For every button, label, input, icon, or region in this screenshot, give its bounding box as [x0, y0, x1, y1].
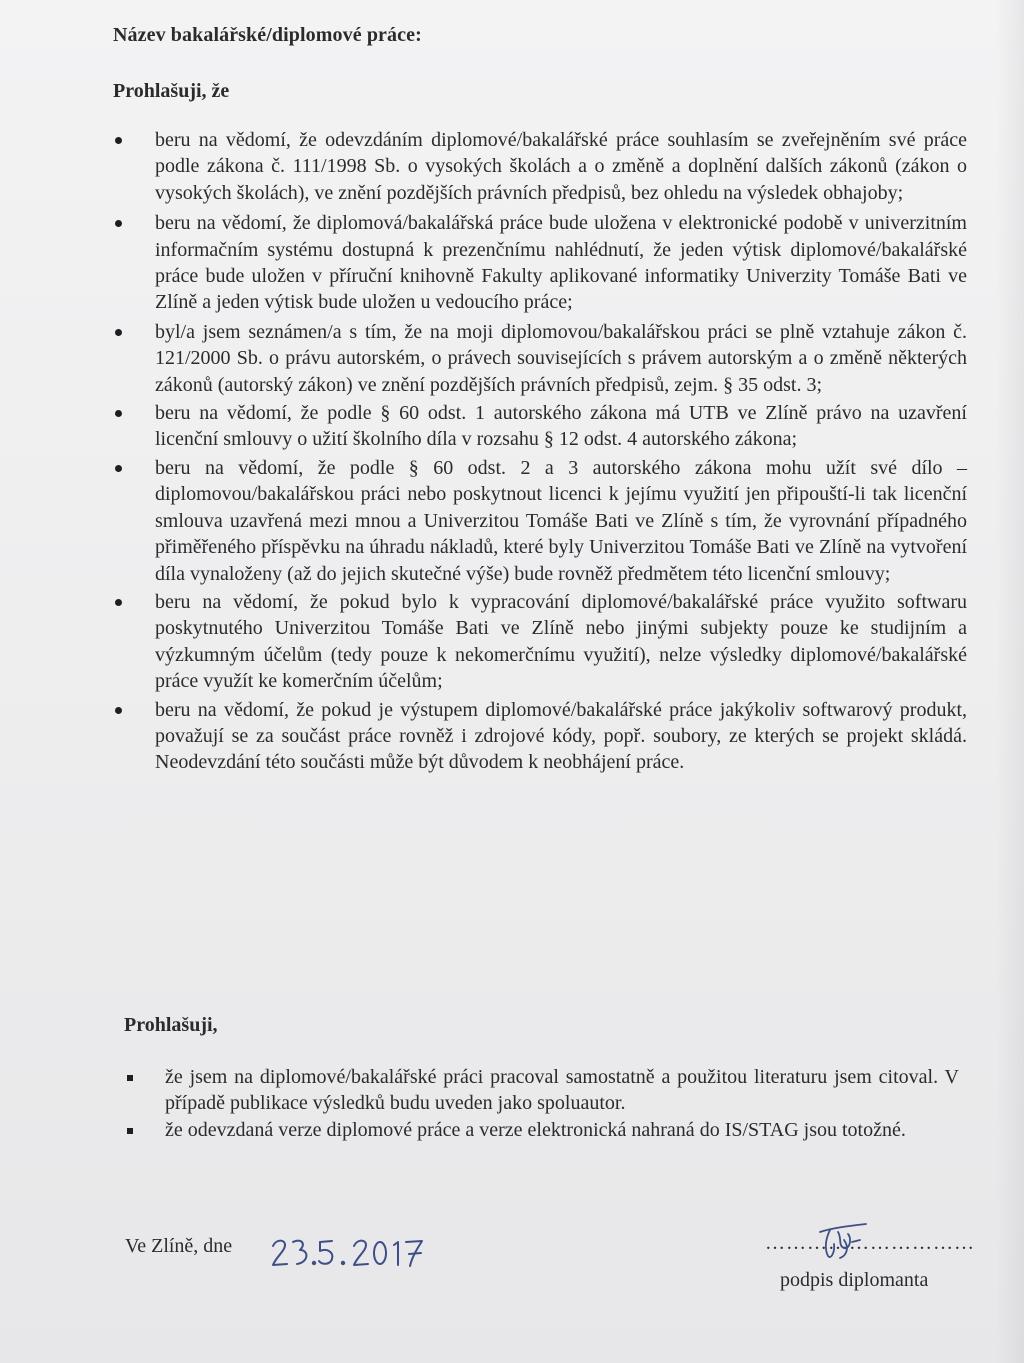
- list-item-text: že jsem na diplomové/bakalářské práci pracoval samostatně a použitou literaturu jsem citoval. V případě publikace výsledků budu uveden jako spoluautor.: [165, 1066, 959, 1115]
- list-item: [155, 455, 967, 587]
- square-bullet-icon: [127, 1128, 133, 1134]
- declaration-heading-2: Prohlašuji,: [124, 1014, 218, 1036]
- declaration-heading: Prohlašuji, že: [113, 80, 230, 102]
- list-item-text: beru na vědomí, že pokud je výstupem diplomové/bakalářské práce jakýkoliv softwarový produkt, považují se za součást práce rovněž i zdrojové kódy, popř. soubory, ze kterých se projekt skládá. Neodevzdání této součásti může být důvodem k neobhájení práce.: [155, 698, 967, 774]
- list-item: [165, 1064, 959, 1117]
- list-item-text: beru na vědomí, že podle § 60 odst. 1 autorského zákona má UTB ve Zlíně právo na uzavření licenční smlouvy o užití školního díla v rozsahu § 12 odst. 4 autorského zákona;: [155, 402, 967, 451]
- round-bullet-icon: [115, 465, 122, 472]
- list-item-text: byl/a jsem seznámen/a s tím, že na moji diplomovou/bakalářskou práci se plně vztahuje zákon č. 121/2000 Sb. o právu autorském, o právech souvisejících s právem autorským a o změně některých zákonů (autorský zákon) ve znění pozdějších právních předpisů, zejm. § 35 odst. 3;: [155, 320, 967, 396]
- list-item: [155, 400, 967, 453]
- list-item-text: že odevzdaná verze diplomové práce a verze elektronická nahraná do IS/STAG jsou totožné.: [165, 1118, 906, 1141]
- list-item: [155, 589, 967, 695]
- acknowledgement-list: [155, 127, 967, 776]
- thesis-title-label: Název bakalářské/diplomové práce:: [113, 24, 422, 46]
- round-bullet-icon: [115, 137, 122, 144]
- round-bullet-icon: [115, 410, 122, 417]
- round-bullet-icon: [115, 329, 122, 336]
- list-item-text: beru na vědomí, že odevzdáním diplomové/bakalářské práce souhlasím se zveřejněním své práce podle zákona č. 111/1998 Sb. o vysokých školách a o změně a doplnění dalších zákonů (zákon o vysokých školách), ve znění pozdějších právních předpisů, bez ohledu na výsledek obhajoby;: [155, 129, 967, 204]
- list-item: [155, 127, 967, 206]
- declaration-list: [165, 1064, 959, 1143]
- list-item: [155, 210, 967, 316]
- signature-caption: podpis diplomanta: [780, 1269, 929, 1291]
- list-item: [155, 697, 967, 776]
- list-item-text: beru na vědomí, že diplomová/bakalářská práce bude uložena v elektronické podobě v univerzitním informačním systému dostupná k prezenčnímu nahlédnutí, že jeden výtisk diplomové/bakalářské práce bude uložen v příruční knihovně Fakulty aplikované informatiky Univerzity Tomáše Bati ve Zlíně a jeden výtisk bude uložen u vedoucího práce;: [155, 212, 967, 314]
- handwritten-date: [270, 1233, 430, 1273]
- round-bullet-icon: [115, 707, 122, 714]
- list-item: [165, 1117, 959, 1143]
- list-item-text: beru na vědomí, že pokud bylo k vypracování diplomové/bakalářské práce využito softwaru poskytnutého Univerzitou Tomáše Bati ve Zlíně nebo jinými subjekty pouze ke studijním a výzkumným účelům (tedy pouze k nekomerčnímu využití), nelze výsledky diplomové/bakalářské práce využít ke komerčním účelům;: [155, 590, 967, 693]
- round-bullet-icon: [115, 599, 122, 606]
- square-bullet-icon: [127, 1075, 133, 1081]
- list-item-text: beru na vědomí, že podle § 60 odst. 2 a 3 autorského zákona mohu užít své dílo – diplomovou/bakalářskou práci nebo poskytnout licenci k jejímu využití jen připouští-li tak licenční smlouva uzavřená mezi mnou a Univerzitou Tomáše Bati ve Zlíně s tím, že vyrovnání případného přiměřeného příspěvku na úhradu nákladů, které byly Univerzitou Tomáše Bati ve Zlíně na vytvoření díla vynaloženy (až do jejich skutečné výše) bude rovněž předmětem této licenční smlouvy;: [155, 456, 967, 585]
- place-date-label: Ve Zlíně, dne: [125, 1235, 233, 1257]
- signature-mark: [808, 1218, 878, 1264]
- list-item: [155, 319, 967, 398]
- round-bullet-icon: [115, 220, 122, 227]
- signature-line: …………………………: [765, 1232, 975, 1254]
